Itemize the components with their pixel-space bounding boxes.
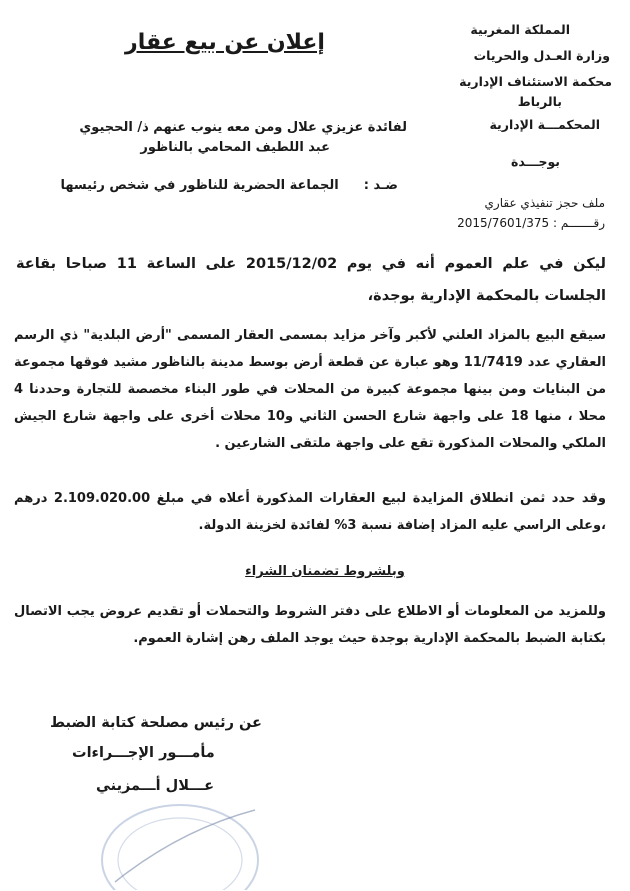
plaintiff-line-1: لفائدة عزيزي علال ومن معه ينوب عنهم ذ/ الحجيوي [79, 120, 407, 135]
signature-line-2: مأمـــور الإجـــراءات [72, 745, 215, 761]
description-paragraph: سيقع البيع بالمزاد العلني لأكبر وآخر مزايد بمسمى العقار المسمى "أرض البلدية" ذي الرسم العقاري عدد 11/7419 وهو عبارة عن قطعة أرض بوسط مدينة بالناظور مشيد فوقها مجموعة من البنايات ومن بينها مجموعة كبيرة من المحلات في طور البناء مخصصة للتجارة وحددنا 4 محلا ، منها 18 على واجهة شارع الحسن الثاني و10 محلات أخرى على واجهة شارع الجيش الملكي والمحلات المذكورة تقع على واجهة ملتقى الشارعين . [14, 328, 607, 451]
file-number: 2015/7601/375 [457, 216, 550, 230]
admin-court-label: المحكمـــة الإدارية [489, 117, 600, 132]
page-title: إعلان عن بيع عقار [125, 30, 325, 55]
price-paragraph: وقد حدد ثمن انطلاق المزايدة لبيع العقارات المذكورة أعلاه في مبلغ 2.109.020.00 درهم ،وعلى الراسي عليه المزاد إضافة نسبة 3% لفائدة لخزينة الدولة. [14, 491, 606, 533]
file-type: ملف حجز تنفيذي عقاري [484, 196, 605, 210]
file-number-line [457, 216, 605, 230]
kingdom-label: المملكة المغربية [470, 22, 570, 37]
file-number-label: رقـــــــم : [553, 216, 605, 230]
signature-line-1: عن رئيس مصلحة كتابة الضبط [50, 715, 262, 731]
official-stamp [95, 790, 265, 890]
defendant-line [60, 178, 398, 193]
court-city-label: بالرباط [517, 94, 562, 109]
conditions-subtitle: وبلشروط تضمنان الشراء [245, 564, 405, 579]
defendant-name: الجماعة الحضرية للناظور في شخص رئيسها [60, 178, 339, 193]
signature-line-3: عـــلال أـــمزيني [96, 778, 215, 794]
contact-paragraph: وللمزيد من المعلومات أو الاطلاع على دفتر الشروط والتحملات أو تقديم عروض يجب الاتصال بكتابة الضبط بالمحكمة الإدارية بوجدة حيث يوجد الملف رهن إشارة العموم. [14, 604, 606, 646]
court-label: محكمة الاستئناف الإدارية [459, 74, 612, 89]
ministry-label: وزارة العـدل والحريات [473, 48, 610, 63]
defendant-label: ضـد : [363, 178, 398, 193]
intro-paragraph: ليكن في علم العموم أنه في يوم 2015/12/02 على الساعة 11 صباحا بقاعة الجلسات بالمحكمة الإدارية بوجدة، [16, 256, 607, 304]
plaintiff-line-2: عبد اللطيف المحامي بالناظور [140, 140, 330, 155]
city-label: بوجـــدة [511, 154, 560, 169]
